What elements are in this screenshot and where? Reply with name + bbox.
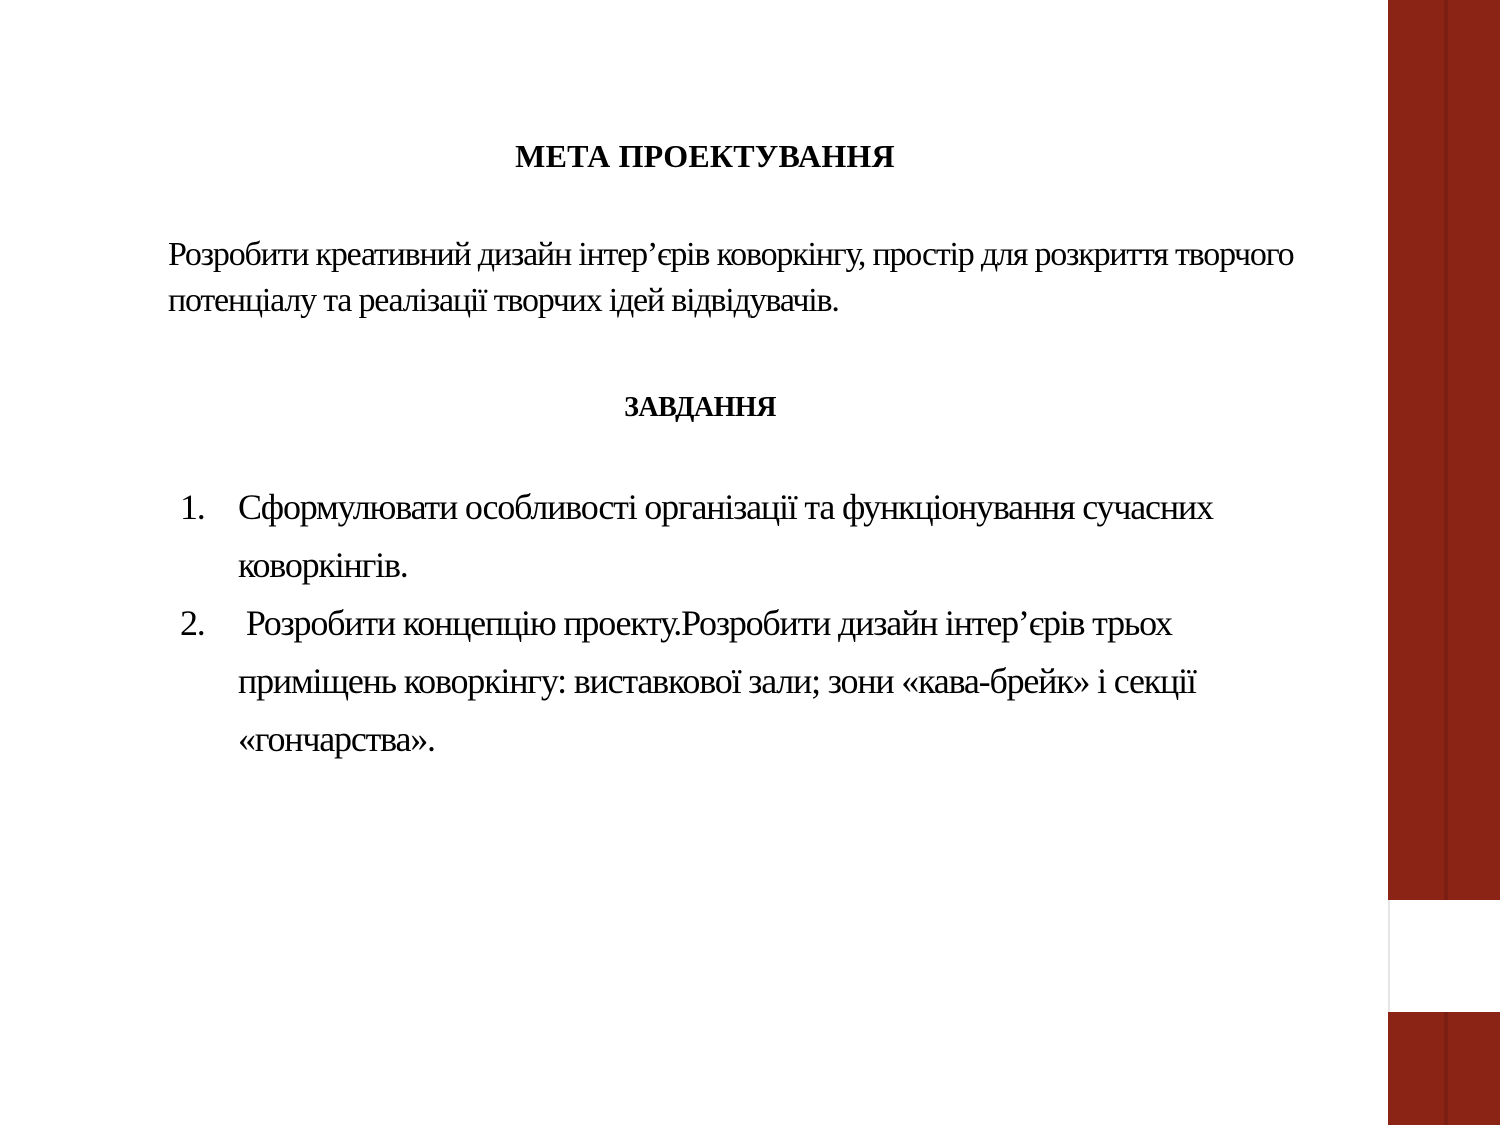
task-text: Сформулювати особливості організації та функціонування сучасних коворкінгів. — [238, 487, 1213, 585]
task-text: Розробити концепцію проекту.Розробити дизайн інтер’єрів трьох приміщень коворкінгу: виставкової зали; зони «кава-брейк» і секції «гончарства». — [238, 603, 1204, 759]
task-list — [180, 478, 1330, 768]
task-item-1 — [180, 478, 1330, 594]
side-bar-gap-edge — [1388, 900, 1390, 1012]
goal-heading: МЕТА ПРОЕКТУВАННЯ — [515, 138, 895, 174]
goal-paragraph: Розробити креативний дизайн інтер’єрів коворкінгу, простір для розкриття творчого потенціалу та реалізації творчих ідей відвідувачів. — [168, 236, 1294, 319]
side-bar-gap — [1388, 900, 1500, 1012]
task-number: 1. — [180, 487, 205, 527]
tasks-heading: ЗАВДАННЯ — [624, 392, 776, 423]
task-item-2 — [180, 594, 1330, 768]
task-number: 2. — [180, 603, 205, 643]
